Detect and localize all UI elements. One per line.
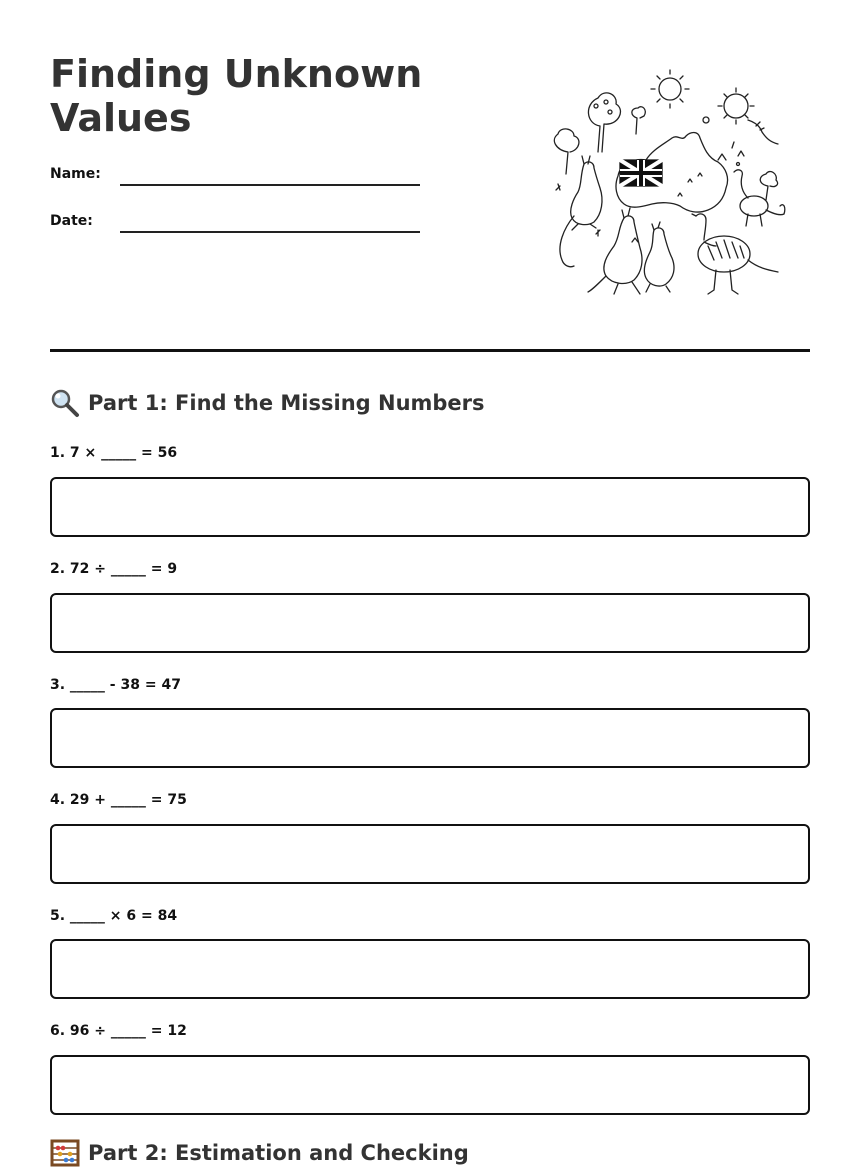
- date-field[interactable]: [120, 231, 420, 233]
- answer-box-5[interactable]: [50, 939, 810, 999]
- part2-heading-text: Part 2: Estimation and Checking: [88, 1141, 469, 1165]
- question-4-label: 4. 29 + _____ = 75: [50, 792, 187, 808]
- answer-box-6[interactable]: [50, 1055, 810, 1115]
- sun-icon: [651, 70, 689, 108]
- question-2-label: 2. 72 ÷ _____ = 9: [50, 561, 178, 577]
- wallaby-icon: [644, 222, 674, 292]
- part1-heading-text: Part 1: Find the Missing Numbers: [88, 391, 485, 415]
- magnifying-glass-icon: [50, 388, 80, 418]
- emu-icon: [692, 214, 778, 294]
- name-label: Name:: [50, 166, 101, 182]
- emu-icon: [734, 170, 785, 226]
- name-field-row: [50, 166, 420, 196]
- kangaroo-icon: [588, 208, 642, 294]
- date-label: Date:: [50, 213, 93, 229]
- question-5-label: 5. _____ × 6 = 84: [50, 908, 178, 924]
- question-3-label: 3. _____ - 38 = 47: [50, 677, 181, 693]
- answer-box-4[interactable]: [50, 824, 810, 884]
- uk-flag-icon: [620, 160, 662, 186]
- answer-box-1[interactable]: [50, 477, 810, 537]
- tree-icon: [554, 93, 777, 200]
- question-6-label: 6. 96 ÷ _____ = 12: [50, 1023, 187, 1039]
- worksheet-title: Finding Unknown Values: [50, 52, 423, 140]
- sun-icon: [718, 88, 754, 124]
- name-field[interactable]: [120, 184, 420, 186]
- header-divider: [50, 349, 810, 352]
- question-1-label: 1. 7 × _____ = 56: [50, 445, 178, 461]
- lizard-icon: [748, 120, 778, 144]
- answer-box-2[interactable]: [50, 593, 810, 653]
- part1-heading: [50, 388, 485, 418]
- abacus-icon: [50, 1138, 80, 1168]
- answer-box-3[interactable]: [50, 708, 810, 768]
- part2-heading: [50, 1138, 469, 1168]
- date-field-row: [50, 213, 420, 243]
- australia-animals-illustration: [548, 64, 788, 300]
